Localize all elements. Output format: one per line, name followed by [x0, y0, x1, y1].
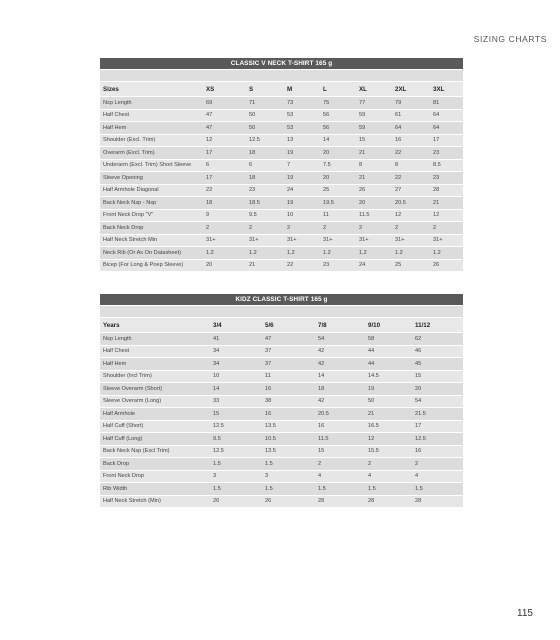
measurement-value: 10: [210, 370, 262, 383]
measurement-value: 56: [320, 122, 356, 135]
size-column-header: 9/10: [365, 318, 412, 333]
measurement-value: 21: [365, 408, 412, 421]
measurement-value: 2: [246, 222, 284, 235]
measurement-value: 81: [430, 97, 463, 110]
table-row: [100, 470, 463, 483]
size-column-header: XL: [356, 82, 392, 97]
table-title: CLASSIC V NECK T-SHIRT 165 g: [100, 58, 463, 69]
measurement-label: Half Neck Stretch Min: [100, 234, 203, 247]
measurement-value: 12: [430, 209, 463, 222]
measurement-label: Back Neck Drop: [100, 222, 203, 235]
measurement-value: 59: [356, 122, 392, 135]
measurement-value: 37: [262, 358, 315, 371]
measurement-value: 27: [392, 184, 430, 197]
size-column-header: 7/8: [315, 318, 365, 333]
table-row: [100, 458, 463, 471]
measurement-label: Back Neck Nsp - Nsp: [100, 197, 203, 210]
table-title: KIDZ CLASSIC T-SHIRT 165 g: [100, 294, 463, 305]
measurement-label: Nsp Length: [100, 333, 210, 346]
measurement-value: 20.5: [392, 197, 430, 210]
measurement-value: 22: [284, 259, 320, 271]
measurement-label: Rib Width: [100, 483, 210, 496]
measurement-value: 37: [262, 345, 315, 358]
measurement-value: 1.5: [412, 483, 463, 496]
measurement-value: 7: [284, 159, 320, 172]
measurement-value: 18: [203, 197, 246, 210]
page-number: 115: [517, 608, 533, 619]
measurement-label: Half Neck Stretch (Min): [100, 495, 210, 507]
measurement-value: 23: [246, 184, 284, 197]
measurement-value: 22: [392, 147, 430, 160]
measurement-value: 1.2: [246, 247, 284, 260]
measurement-value: 28: [412, 495, 463, 507]
measurement-label: Underarm (Excl. Trim) Short Sleeve: [100, 159, 203, 172]
measurement-value: 20: [203, 259, 246, 271]
table-row: [100, 209, 463, 222]
table-header-row: [100, 82, 463, 97]
measurement-value: 69: [203, 97, 246, 110]
measurement-value: 17: [412, 420, 463, 433]
measurement-value: 19: [365, 383, 412, 396]
measurement-label: Half Chest: [100, 109, 203, 122]
measurement-label: Front Neck Drop "V": [100, 209, 203, 222]
measurement-value: 12.5: [246, 134, 284, 147]
measurement-value: 1.2: [392, 247, 430, 260]
row-label-header: Sizes: [100, 82, 203, 97]
measurement-value: 11.5: [315, 433, 365, 446]
measurement-value: 31+: [356, 234, 392, 247]
measurement-value: 26: [262, 495, 315, 507]
measurement-value: 1.5: [315, 483, 365, 496]
measurement-value: 13.5: [262, 445, 315, 458]
table-row: [100, 370, 463, 383]
measurement-value: 12: [203, 134, 246, 147]
measurement-value: 18.5: [246, 197, 284, 210]
table-row: [100, 395, 463, 408]
measurement-value: 31+: [430, 234, 463, 247]
measurement-label: Neck Rib (Or As On Datasheet): [100, 247, 203, 260]
table-row: [100, 197, 463, 210]
measurement-value: 15: [315, 445, 365, 458]
measurement-value: 12: [365, 433, 412, 446]
measurement-value: 1.5: [210, 458, 262, 471]
size-column-header: 3XL: [430, 82, 463, 97]
table-row: [100, 358, 463, 371]
measurement-value: 6: [246, 159, 284, 172]
size-column-header: 11/12: [412, 318, 463, 333]
measurement-value: 47: [262, 333, 315, 346]
size-column-header: 3/4: [210, 318, 262, 333]
measurement-value: 17: [203, 172, 246, 185]
measurement-value: 50: [365, 395, 412, 408]
table-row: [100, 97, 463, 110]
measurement-value: 20: [320, 172, 356, 185]
measurement-value: 16: [262, 408, 315, 421]
measurement-label: Half Hem: [100, 122, 203, 135]
measurement-value: 10: [284, 209, 320, 222]
measurement-value: 56: [320, 109, 356, 122]
measurement-value: 42: [315, 345, 365, 358]
measurement-value: 1.5: [365, 483, 412, 496]
measurement-value: 14: [320, 134, 356, 147]
measurement-value: 1.5: [210, 483, 262, 496]
measurement-value: 6: [203, 159, 246, 172]
measurement-value: 3: [210, 470, 262, 483]
measurement-value: 58: [365, 333, 412, 346]
measurement-value: 15: [356, 134, 392, 147]
measurement-value: 54: [412, 395, 463, 408]
measurement-value: 9.5: [210, 433, 262, 446]
measurement-label: Half Cuff (Long): [100, 433, 210, 446]
measurement-label: Shoulder (Incl Trim): [100, 370, 210, 383]
measurement-value: 31+: [320, 234, 356, 247]
measurement-value: 59: [356, 109, 392, 122]
size-column-header: 5/6: [262, 318, 315, 333]
measurement-value: 18: [246, 147, 284, 160]
measurement-value: 14: [315, 370, 365, 383]
measurement-value: 25: [392, 259, 430, 271]
measurement-value: 73: [284, 97, 320, 110]
size-column-header: S: [246, 82, 284, 97]
measurement-value: 1.2: [430, 247, 463, 260]
measurement-value: 22: [392, 172, 430, 185]
measurement-value: 2: [320, 222, 356, 235]
measurement-value: 50: [246, 122, 284, 135]
measurement-value: 21: [356, 147, 392, 160]
measurement-value: 47: [203, 109, 246, 122]
measurement-value: 19: [284, 147, 320, 160]
measurement-value: 14: [210, 383, 262, 396]
measurement-value: 44: [365, 358, 412, 371]
table-row: [100, 333, 463, 346]
measurement-value: 16: [262, 383, 315, 396]
measurement-value: 28: [430, 184, 463, 197]
measurement-label: Half Armhole Diagonal: [100, 184, 203, 197]
measurement-value: 2: [315, 458, 365, 471]
measurement-label: Overarm (Excl. Trim): [100, 147, 203, 160]
measurement-value: 1.5: [262, 458, 315, 471]
measurement-value: 31+: [246, 234, 284, 247]
table-row: [100, 134, 463, 147]
measurement-value: 53: [284, 122, 320, 135]
measurement-value: 15: [210, 408, 262, 421]
table-row: [100, 222, 463, 235]
table-row: [100, 483, 463, 496]
measurement-value: 4: [315, 470, 365, 483]
measurement-value: 64: [392, 122, 430, 135]
measurement-value: 25: [320, 184, 356, 197]
measurement-value: 16.5: [365, 420, 412, 433]
measurement-value: 18: [246, 172, 284, 185]
table-row: [100, 259, 463, 271]
measurement-value: 14.5: [365, 370, 412, 383]
measurement-value: 23: [430, 172, 463, 185]
measurement-value: 2: [356, 222, 392, 235]
measurement-value: 31+: [284, 234, 320, 247]
table-row: [100, 159, 463, 172]
measurement-value: 21: [246, 259, 284, 271]
measurement-value: 28: [365, 495, 412, 507]
table-row: [100, 147, 463, 160]
measurement-value: 2: [284, 222, 320, 235]
measurement-label: Nsp Length: [100, 97, 203, 110]
measurement-value: 13.5: [262, 420, 315, 433]
measurement-value: 8: [392, 159, 430, 172]
measurement-value: 45: [412, 358, 463, 371]
measurement-label: Back Drop: [100, 458, 210, 471]
measurement-value: 53: [284, 109, 320, 122]
table-row: [100, 172, 463, 185]
measurement-label: Half Armhole: [100, 408, 210, 421]
measurement-value: 50: [246, 109, 284, 122]
measurement-value: 2: [412, 458, 463, 471]
table-row: [100, 122, 463, 135]
vneck-sizing-table: [100, 58, 463, 271]
table-spacer: [100, 69, 463, 81]
table-row: [100, 408, 463, 421]
measurement-label: Sleeve Overarm (Short): [100, 383, 210, 396]
measurement-value: 41: [210, 333, 262, 346]
measurement-value: 26: [430, 259, 463, 271]
measurement-value: 2: [365, 458, 412, 471]
measurement-value: 38: [262, 395, 315, 408]
measurement-value: 31+: [392, 234, 430, 247]
measurement-value: 9: [203, 209, 246, 222]
measurement-label: Half Cuff (Short): [100, 420, 210, 433]
measurement-value: 4: [365, 470, 412, 483]
measurement-value: 12.5: [210, 420, 262, 433]
size-column-header: 2XL: [392, 82, 430, 97]
measurement-value: 16: [412, 445, 463, 458]
measurement-value: 24: [356, 259, 392, 271]
measurement-value: 1.2: [320, 247, 356, 260]
measurement-value: 44: [365, 345, 412, 358]
measurement-value: 11.5: [356, 209, 392, 222]
size-column-header: XS: [203, 82, 246, 97]
measurement-label: Sleeve Opening: [100, 172, 203, 185]
measurement-value: 20.5: [315, 408, 365, 421]
measurement-value: 20: [412, 383, 463, 396]
measurement-value: 12.5: [210, 445, 262, 458]
measurement-value: 12: [392, 209, 430, 222]
measurement-value: 18: [315, 383, 365, 396]
measurement-value: 21: [356, 172, 392, 185]
size-column-header: M: [284, 82, 320, 97]
measurement-value: 20: [356, 197, 392, 210]
table-row: [100, 345, 463, 358]
measurement-value: 71: [246, 97, 284, 110]
kidz-sizing-table: [100, 294, 463, 507]
table-spacer: [100, 305, 463, 317]
page-header: SIZING CHARTS: [473, 34, 547, 44]
measurement-value: 4: [412, 470, 463, 483]
measurement-value: 8.5: [430, 159, 463, 172]
table-row: [100, 433, 463, 446]
measurement-label: Shoulder (Excl. Trim): [100, 134, 203, 147]
table-row: [100, 445, 463, 458]
measurement-label: Back Neck Nsp (Excl Trim): [100, 445, 210, 458]
measurement-value: 21: [430, 197, 463, 210]
measurement-value: 15.5: [365, 445, 412, 458]
measurement-value: 31+: [203, 234, 246, 247]
measurement-value: 7.5: [320, 159, 356, 172]
measurement-value: 2: [392, 222, 430, 235]
measurement-value: 64: [430, 122, 463, 135]
measurement-value: 17: [203, 147, 246, 160]
measurement-value: 24: [284, 184, 320, 197]
table-row: [100, 495, 463, 507]
table-row: [100, 420, 463, 433]
measurement-value: 23: [320, 259, 356, 271]
measurement-value: 22: [203, 184, 246, 197]
table-row: [100, 109, 463, 122]
measurement-label: Half Chest: [100, 345, 210, 358]
measurement-value: 16: [392, 134, 430, 147]
measurement-label: Bicep (For Long & Poep Sleeve): [100, 259, 203, 271]
measurement-value: 77: [356, 97, 392, 110]
measurement-value: 1.2: [356, 247, 392, 260]
measurement-label: Front Neck Drop: [100, 470, 210, 483]
measurement-value: 46: [412, 345, 463, 358]
measurement-value: 19: [284, 197, 320, 210]
table-header-row: [100, 318, 463, 333]
measurement-value: 17: [430, 134, 463, 147]
measurement-value: 62: [412, 333, 463, 346]
measurement-value: 11: [320, 209, 356, 222]
measurement-value: 12.5: [412, 433, 463, 446]
measurement-value: 13: [284, 134, 320, 147]
measurement-value: 28: [315, 495, 365, 507]
measurement-value: 1.2: [284, 247, 320, 260]
measurement-value: 11: [262, 370, 315, 383]
measurement-value: 3: [262, 470, 315, 483]
measurement-value: 20: [320, 147, 356, 160]
measurement-value: 23: [430, 147, 463, 160]
measurement-value: 61: [392, 109, 430, 122]
measurement-value: 42: [315, 358, 365, 371]
measurement-label: Half Hem: [100, 358, 210, 371]
measurement-value: 26: [356, 184, 392, 197]
measurement-value: 42: [315, 395, 365, 408]
measurement-value: 54: [315, 333, 365, 346]
measurement-value: 47: [203, 122, 246, 135]
measurement-value: 64: [430, 109, 463, 122]
measurement-value: 10.5: [262, 433, 315, 446]
measurement-value: 19.5: [320, 197, 356, 210]
measurement-value: 1.5: [262, 483, 315, 496]
measurement-value: 34: [210, 345, 262, 358]
measurement-value: 34: [210, 358, 262, 371]
measurement-value: 2: [430, 222, 463, 235]
size-column-header: L: [320, 82, 356, 97]
measurement-label: Sleeve Overarm (Long): [100, 395, 210, 408]
measurement-value: 16: [315, 420, 365, 433]
measurement-value: 2: [203, 222, 246, 235]
measurement-value: 15: [412, 370, 463, 383]
measurement-value: 33: [210, 395, 262, 408]
table-row: [100, 247, 463, 260]
measurement-value: 8: [356, 159, 392, 172]
measurement-value: 19: [284, 172, 320, 185]
row-label-header: Years: [100, 318, 210, 333]
measurement-value: 79: [392, 97, 430, 110]
measurement-value: 26: [210, 495, 262, 507]
measurement-value: 9.5: [246, 209, 284, 222]
measurement-value: 1.2: [203, 247, 246, 260]
measurement-value: 21.5: [412, 408, 463, 421]
measurement-value: 75: [320, 97, 356, 110]
table-row: [100, 383, 463, 396]
table-row: [100, 234, 463, 247]
table-row: [100, 184, 463, 197]
